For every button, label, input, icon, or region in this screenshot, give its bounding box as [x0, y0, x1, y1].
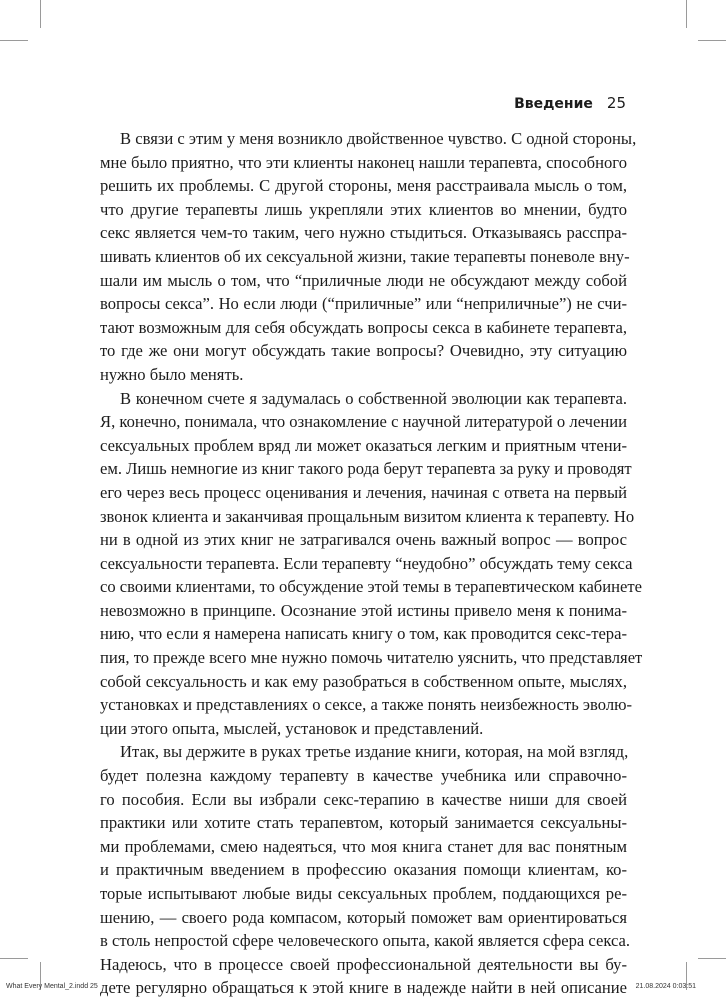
text-line: торые испытывают любые виды сексуальных проблем, поддающихся ре- [100, 884, 627, 903]
paragraph [100, 740, 631, 1000]
text-line: В связи с этим у меня возникло двойственное чувство. С одной стороны, [120, 129, 637, 148]
text-line: В конечном счете я задумалась о собственной эволюции как терапевта. [120, 388, 627, 408]
crop-mark-bottom-left-h [0, 958, 28, 959]
text-line: шению, — своего рода компасом, который поможет вам ориентироваться [100, 907, 627, 927]
text-line: секс является чем-то таким, чего нужно стыдиться. Отказываясь расспра- [100, 223, 627, 243]
crop-mark-top-left-h [0, 40, 28, 41]
text-line: со своими клиентами, то обсуждение этой темы в терапевтическом кабинете [100, 577, 642, 597]
text-line: пия, то прежде всего мне нужно помочь читателю уяснить, что представляет [100, 648, 643, 668]
text-line: нию, что если я намерена написать книгу о том, как проводится секс-тера- [100, 624, 627, 644]
text-line: в столь непростой сфере человеческого опыта, какой является сфера секса. [100, 931, 631, 951]
text-line: шивать клиентов об их сексуальной жизни, такие терапевты поневоле вну- [100, 246, 630, 266]
text-line: то где же они могут обсуждать такие вопросы? Очевидно, эту ситуацию [100, 341, 627, 361]
crop-mark-top-right [686, 0, 687, 28]
text-line: тают возможным для себя обсуждать вопросы секса в кабинете терапевта, [100, 317, 627, 337]
footer-file-info: What Every Mental_2.indd 25 [6, 983, 98, 990]
crop-mark-top-left [40, 0, 41, 28]
text-line: вопросы секса”. Но если люди (“приличные” или “неприличные”) не счи- [100, 294, 627, 314]
text-line: ми проблемами, смею надеяться, что моя книга станет для вас понятным [100, 836, 627, 856]
paragraph [100, 387, 643, 741]
text-line: практики или хотите стать терапевтом, который занимается сексуальны- [100, 813, 627, 833]
text-line: ции этого опыта, мыслей, установок и представлений. [100, 718, 484, 738]
running-head [514, 94, 626, 112]
text-line: невозможно в принципе. Осознание этой истины привело меня к понима- [100, 600, 627, 620]
text-line: установках и представлениях о сексе, а также понять неизбежность эволю- [100, 695, 633, 715]
text-line: нужно было менять. [100, 364, 244, 384]
crop-mark-bottom-right-h [698, 958, 726, 959]
text-line: шали им мысль о том, что “приличные люди не обсуждают между собой [100, 270, 627, 290]
text-line: го пособия. Если вы избрали секс-терапию в качестве ниши для своей [100, 789, 627, 809]
text-line: и практичным введением в профессию оказания помощи клиентам, ко- [100, 860, 627, 880]
chapter-title: Введение [514, 96, 593, 112]
text-line: сексуальных проблем вряд ли может оказаться легким и приятным чтени- [100, 435, 627, 455]
text-line: мне было приятно, что эти клиенты наконец нашли терапевта, способного [100, 152, 627, 172]
text-line: сексуальности терапевта. Если терапевту “неудобно” обсуждать тему секса [100, 553, 633, 573]
text-line: Итак, вы держите в руках третье издание книги, которая, на мой взгляд, [120, 742, 629, 762]
text-line: звонок клиента и заканчивая прощальным визитом клиента к терапевту. Но [100, 506, 635, 526]
text-line: что другие терапевты лишь укрепляли этих клиентов во мнении, будто [100, 199, 627, 219]
paragraph [100, 127, 637, 387]
text-line: дете регулярно обращаться к этой книге в надежде найти в ней описание [100, 978, 627, 998]
text-line: будет полезна каждому терапевту в качестве учебника или справочно- [100, 766, 627, 786]
text-line: Я, конечно, понимала, что ознакомление с научной литературой о лечении [100, 412, 627, 432]
body-text [100, 127, 643, 1000]
text-line: ем. Лишь немногие из книг такого рода берут терапевта за руку и проводят [100, 459, 632, 479]
footer-datetime: 21.08.2024 0:03:51 [635, 983, 696, 990]
text-line: собой сексуальность и как ему разобраться в собственном опыте, мыслях, [100, 671, 627, 691]
text-line: Надеюсь, что в процессе своей профессиональной деятельности вы бу- [100, 954, 627, 974]
crop-mark-top-right-h [698, 40, 726, 41]
text-line: его через весь процесс оценивания и лечения, начиная с ответа на первый [100, 482, 627, 502]
page-number: 25 [606, 94, 626, 112]
text-line: решить их проблемы. С другой стороны, меня расстраивала мысль о том, [100, 176, 627, 196]
text-line: ни в одной из этих книг не затрагивался очень важный вопрос — вопрос [100, 530, 627, 550]
